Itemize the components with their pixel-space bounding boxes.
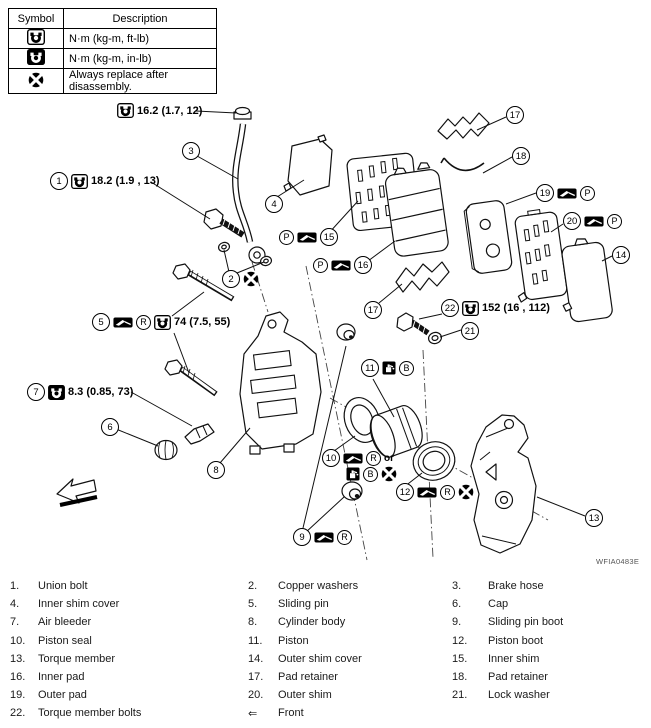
inner-shim-cover (284, 135, 332, 195)
annotation-9 (293, 528, 352, 546)
part-number: 2. (248, 580, 258, 592)
callout-16: 16 (354, 256, 372, 274)
letter-p-circle: P (313, 258, 328, 273)
legend-description: Always replace after disassembly. (64, 69, 217, 94)
callout-3: 3 (182, 142, 200, 160)
annotation-2 (222, 270, 259, 288)
part-number: 8. (248, 616, 258, 629)
legend-row (9, 69, 217, 94)
callout-19: 19 (536, 184, 554, 202)
always-replace-icon (28, 72, 44, 88)
air-bleeder (185, 424, 214, 444)
part-number: 21. (452, 689, 468, 702)
letter-p-circle: P (607, 214, 622, 229)
annotation-11 (361, 359, 414, 377)
always-replace-icon (243, 271, 259, 287)
part-label: Pad retainer (278, 670, 338, 683)
grease-icon (113, 317, 133, 328)
union-bolt (204, 209, 243, 235)
annotation-16 (313, 256, 372, 274)
lock-washer (427, 331, 442, 345)
callout-17: 17 (364, 301, 382, 319)
part-number: 4. (10, 598, 20, 611)
grease-icon (584, 216, 604, 227)
outer-pad (463, 200, 512, 275)
cap (155, 441, 177, 460)
torque-wrench-inlb-icon (27, 49, 45, 65)
torque-value: 18.2 (1.9 , 13) (91, 175, 160, 187)
part-label: Air bleeder (38, 616, 92, 629)
legend-description: N·m (kg-m, in-lb) (64, 49, 217, 69)
annotation-21 (461, 322, 479, 340)
annotation-3 (182, 142, 200, 160)
part-label: Torque member (38, 652, 116, 665)
brake-fluid-icon (382, 361, 396, 375)
callout-18: 18 (512, 147, 530, 165)
front-arrow (57, 479, 97, 505)
part-label: Inner pad (38, 670, 85, 683)
callout-8: 8 (207, 461, 225, 479)
annotation-12 (396, 483, 474, 501)
part-number: 14. (248, 652, 264, 665)
annotation-19 (536, 184, 595, 202)
letter-b-circle: B (363, 467, 378, 482)
brake-fluid-icon (346, 467, 360, 481)
torque-value: 74 (7.5, 55) (174, 316, 231, 328)
torque-member-bolt (397, 313, 428, 333)
part-label: Outer shim cover (278, 652, 362, 665)
grease-icon (343, 453, 363, 464)
legend-row (9, 49, 217, 69)
parts-list (10, 580, 646, 726)
sliding-pin-lower (165, 360, 216, 394)
annotation-18 (512, 147, 530, 165)
part-label: Piston boot (488, 634, 544, 647)
symbol-legend-table (8, 8, 217, 94)
part-number: 16. (10, 670, 26, 683)
letter-r-circle: R (337, 530, 352, 545)
part-label: Torque member bolts (38, 707, 142, 720)
sliding-pin-boot-upper (337, 324, 355, 340)
part-number: 18. (452, 670, 468, 683)
part-number: 11. (248, 634, 263, 647)
part-number: 20. (248, 689, 264, 702)
letter-r-circle: R (440, 485, 455, 500)
torque-wrench-ftlb-icon (71, 174, 88, 189)
figure-code: WFIA0483E (596, 557, 640, 566)
annotation-8 (207, 461, 225, 479)
letter-p-circle: P (279, 230, 294, 245)
part-label: Inner shim cover (38, 598, 120, 611)
always-replace-icon (458, 484, 474, 500)
part-label: Outer pad (38, 689, 87, 702)
grease-icon (417, 487, 437, 498)
letter-b-circle: B (399, 361, 414, 376)
callout-17: 17 (506, 106, 524, 124)
letter-r-circle: R (136, 315, 151, 330)
annotation-22 (441, 299, 550, 317)
part-label: Outer shim (278, 689, 332, 702)
annotation-14 (612, 246, 630, 264)
part-label: Piston (278, 634, 309, 647)
torque-value: 152 (16 , 112) (482, 302, 550, 314)
letter-p-circle: P (580, 186, 595, 201)
part-label: Brake hose (488, 580, 544, 592)
part-label: Sliding pin (278, 598, 329, 611)
legend-header-row (9, 9, 217, 29)
callout-12: 12 (396, 483, 414, 501)
pad-return-wire (441, 158, 484, 170)
callout-7: 7 (27, 383, 45, 401)
pad-retainer-lower (396, 262, 449, 292)
part-label: Union bolt (38, 580, 88, 592)
torque-value: 16.2 (1.7, 12) (137, 104, 203, 117)
torque-wrench-ftlb-icon (462, 301, 479, 316)
pad-retainer-upper (438, 113, 489, 139)
callout-21: 21 (461, 322, 479, 340)
callout-2: 2 (222, 270, 240, 288)
part-number: 19. (10, 689, 26, 702)
grease-icon (297, 232, 317, 243)
callout-11: 11 (361, 359, 379, 377)
callout-20: 20 (563, 212, 581, 230)
part-label: Sliding pin boot (488, 616, 564, 629)
sliding-pin-boot-lower (342, 482, 362, 500)
or-label: or (384, 452, 394, 464)
part-number: 12. (452, 634, 468, 647)
legend-header-symbol: Symbol (9, 9, 64, 29)
part-label: Inner shim (488, 652, 540, 665)
part-number: 6. (452, 598, 462, 611)
annotation-4 (265, 195, 283, 213)
torque-wrench-ftlb-icon (117, 103, 134, 118)
part-label: Cap (488, 598, 509, 611)
part-label: Cylinder body (278, 616, 346, 629)
part-label: Lock washer (488, 689, 550, 702)
annotation-17a (506, 106, 524, 124)
annotation-6 (101, 418, 119, 436)
part-label: Copper washers (278, 580, 359, 592)
annotation-17b (364, 301, 382, 319)
callout-4: 4 (265, 195, 283, 213)
outer-shim (507, 207, 568, 302)
letter-r-circle: R (366, 451, 381, 466)
torque-wrench-inlb-icon (48, 385, 65, 400)
part-label: Piston seal (38, 634, 92, 647)
callout-9: 9 (293, 528, 311, 546)
part-number: 5. (248, 598, 258, 611)
part-number: 1. (10, 580, 20, 592)
annotation-15 (279, 228, 338, 246)
callout-15: 15 (320, 228, 338, 246)
annotation-7 (27, 383, 133, 401)
annotation-10 (322, 449, 394, 467)
callout-5: 5 (92, 313, 110, 331)
annotation-5 (92, 313, 230, 331)
callout-14: 14 (612, 246, 630, 264)
torque-wrench-ftlb-icon (154, 315, 171, 330)
callout-10: 10 (322, 449, 340, 467)
callout-6: 6 (101, 418, 119, 436)
annotation-1 (50, 172, 160, 190)
part-number: 17. (248, 670, 264, 683)
part-number: 15. (452, 652, 468, 665)
grease-icon (314, 532, 334, 543)
legend-header-description: Description (64, 9, 217, 29)
part-label: Front (278, 707, 304, 720)
part-number: 10. (10, 634, 26, 647)
torque-wrench-ftlb-icon (27, 29, 45, 45)
callout-1: 1 (50, 172, 68, 190)
torque-value: 8.3 (0.85, 73) (68, 386, 134, 398)
front-arrow-glyph: ⇐ (248, 708, 258, 721)
part-number: 3. (452, 580, 462, 592)
annotation-10-alt (346, 466, 397, 482)
grease-icon (557, 188, 577, 199)
cylinder-body (240, 312, 321, 454)
part-number: 22. (10, 707, 26, 720)
legend-description: N·m (kg-m, ft-lb) (64, 29, 217, 49)
part-label: Pad retainer (488, 670, 548, 683)
grease-icon (331, 260, 351, 271)
annotation-13 (585, 509, 603, 527)
annotation-hose-torque (117, 103, 202, 118)
torque-member (471, 415, 536, 553)
part-number: 7. (10, 616, 20, 629)
legend-row (9, 29, 217, 49)
callout-13: 13 (585, 509, 603, 527)
brake-hose (234, 108, 265, 264)
part-number: 13. (10, 652, 26, 665)
annotation-20 (563, 212, 622, 230)
callout-22: 22 (441, 299, 459, 317)
always-replace-icon (381, 466, 397, 482)
part-number: 9. (452, 616, 462, 629)
